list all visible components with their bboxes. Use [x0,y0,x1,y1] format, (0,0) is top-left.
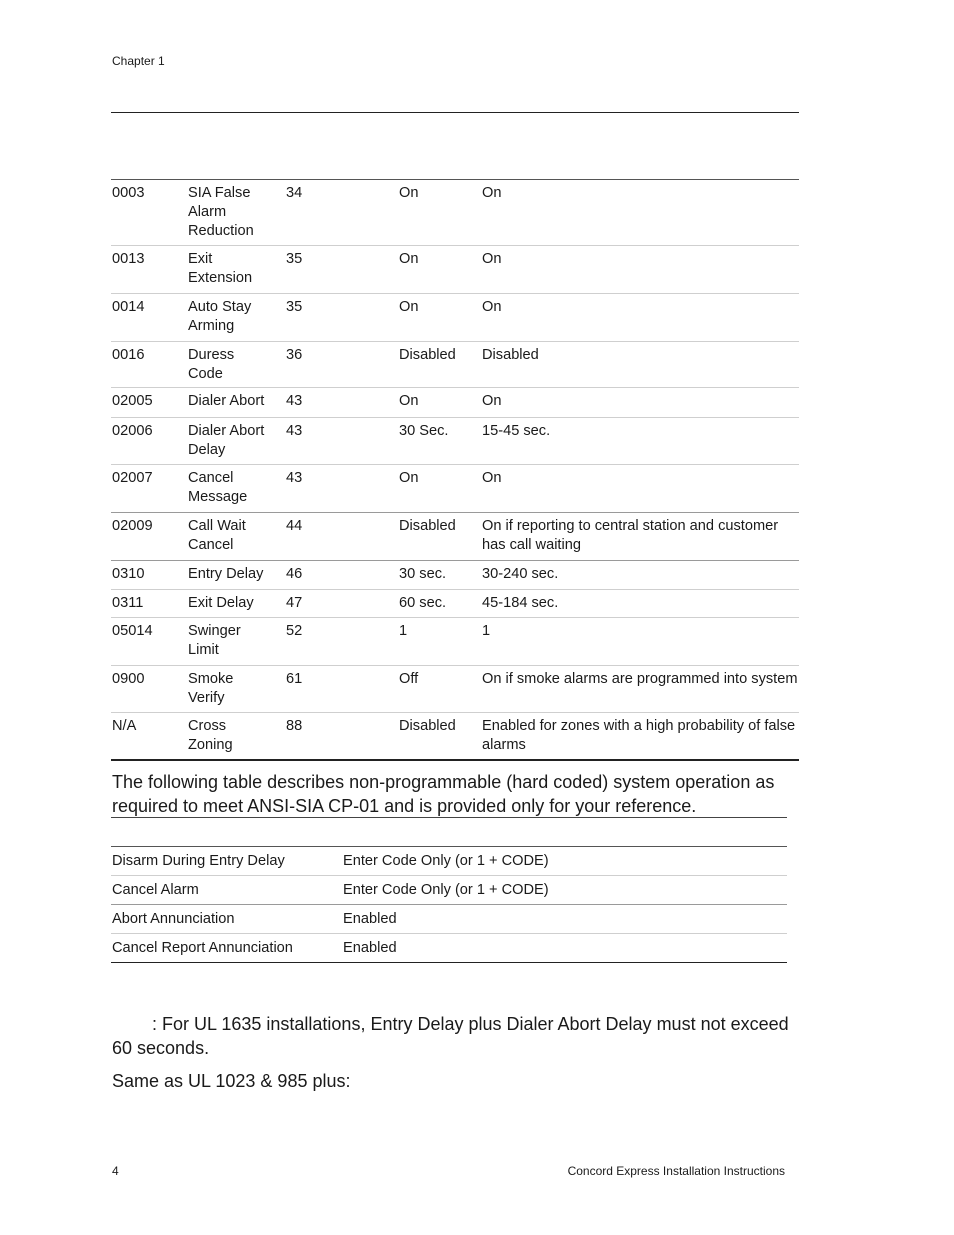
document-title: Concord Express Installation Instructions [567,1164,785,1178]
cell-value: Enter Code Only (or 1 + CODE) [343,853,549,869]
cell-id: N/A [112,718,137,734]
cell-page: 47 [286,595,303,611]
cell-recommended: Disabled [482,347,539,363]
cell-recommended: On [482,470,502,486]
cell-page: 43 [286,470,303,486]
cell-default: Disabled [399,518,456,534]
cell-name: SIA False Alarm Reduction [188,185,254,239]
header-rule [111,112,799,113]
cell-page: 43 [286,423,303,439]
cell-id: 0016 [112,347,145,363]
cell-item: Cancel Alarm [112,882,199,898]
cell-id: 0014 [112,299,145,315]
cell-value: Enabled [343,911,397,927]
table-row [111,618,799,666]
cell-value: Enter Code Only (or 1 + CODE) [343,882,549,898]
table-row [111,713,799,759]
cell-recommended: On [482,299,502,315]
cell-recommended: On if smoke alarms are programmed into system [482,671,798,687]
table-row [111,561,799,590]
table-row [111,590,799,618]
cell-name: Cross Zoning [188,718,233,753]
cell-recommended: Enabled for zones with a high probability of false alarms [482,718,796,753]
table-row [111,934,787,962]
cell-page: 52 [286,623,303,639]
cell-name: Cancel Message [188,470,248,505]
cell-name: Smoke Verify [188,671,234,706]
cell-id: 0013 [112,251,145,267]
cell-name: Dialer Abort [188,393,265,409]
cell-id: 02009 [112,518,153,534]
cell-default: On [399,251,419,267]
cell-default: On [399,393,419,409]
cell-id: 0310 [112,566,145,582]
table-row [111,180,799,246]
cell-default: Disabled [399,347,456,363]
cell-default: 30 sec. [399,566,447,582]
cell-id: 0003 [112,185,145,201]
table-row [111,342,799,388]
cell-default: 30 Sec. [399,423,449,439]
table-row [111,666,799,713]
hardcoded-table [111,846,787,963]
table-row [111,847,787,876]
cell-id: 02007 [112,470,153,486]
cell-default: On [399,185,419,201]
paragraph-rule [111,817,787,818]
cell-name: Auto Stay Arming [188,299,252,334]
cell-recommended: 15-45 sec. [482,423,551,439]
cell-recommended: On if reporting to central station and customer has call waiting [482,518,779,553]
table-row [111,418,799,465]
cell-recommended: 45-184 sec. [482,595,559,611]
cell-page: 35 [286,251,303,267]
cell-id: 05014 [112,623,153,639]
cell-default: 1 [399,623,408,639]
cell-page: 61 [286,671,303,687]
note-text: : For UL 1635 installations, Entry Delay plus Dialer Abort Delay must not exceed 60 seconds. [112,1014,789,1058]
settings-table [111,179,799,761]
intro-paragraph: The following table describes non-programmable (hard coded) system operation as required to meet ANSI-SIA CP-01 and is provided only for your reference. [112,772,775,816]
cell-recommended: On [482,393,502,409]
page-number: 4 [112,1164,119,1178]
cell-recommended: 30-240 sec. [482,566,559,582]
chapter-label: Chapter 1 [112,54,165,68]
cell-item: Disarm During Entry Delay [112,853,285,869]
cell-page: 35 [286,299,303,315]
same-as-paragraph: Same as UL 1023 & 985 plus: [112,1071,351,1091]
cell-page: 46 [286,566,303,582]
cell-recommended: On [482,185,502,201]
cell-recommended: On [482,251,502,267]
cell-item: Cancel Report Annunciation [112,940,293,956]
cell-id: 02005 [112,393,153,409]
cell-page: 34 [286,185,303,201]
cell-id: 02006 [112,423,153,439]
cell-name: Call Wait Cancel [188,518,246,553]
cell-name: Dialer Abort Delay [188,423,265,458]
cell-id: 0311 [112,595,144,611]
table-row [111,388,799,418]
cell-page: 36 [286,347,303,363]
table-row [111,513,799,561]
table-row [111,465,799,513]
cell-recommended: 1 [482,623,491,639]
cell-name: Swinger Limit [188,623,241,658]
cell-page: 43 [286,393,303,409]
table-row [111,876,787,905]
cell-name: Exit Extension [188,251,253,286]
cell-default: On [399,470,419,486]
ul-note-paragraph [112,1012,802,1060]
cell-default: Disabled [399,718,456,734]
cell-name: Duress Code [188,347,235,382]
cell-page: 44 [286,518,303,534]
table-row [111,294,799,342]
cell-page: 88 [286,718,303,734]
cell-item: Abort Annunciation [112,911,235,927]
cell-default: Off [399,671,419,687]
cell-default: 60 sec. [399,595,447,611]
table-row [111,246,799,294]
cell-default: On [399,299,419,315]
table-row [111,905,787,934]
cell-value: Enabled [343,940,397,956]
cell-id: 0900 [112,671,145,687]
cell-name: Entry Delay [188,566,264,582]
cell-name: Exit Delay [188,595,254,611]
